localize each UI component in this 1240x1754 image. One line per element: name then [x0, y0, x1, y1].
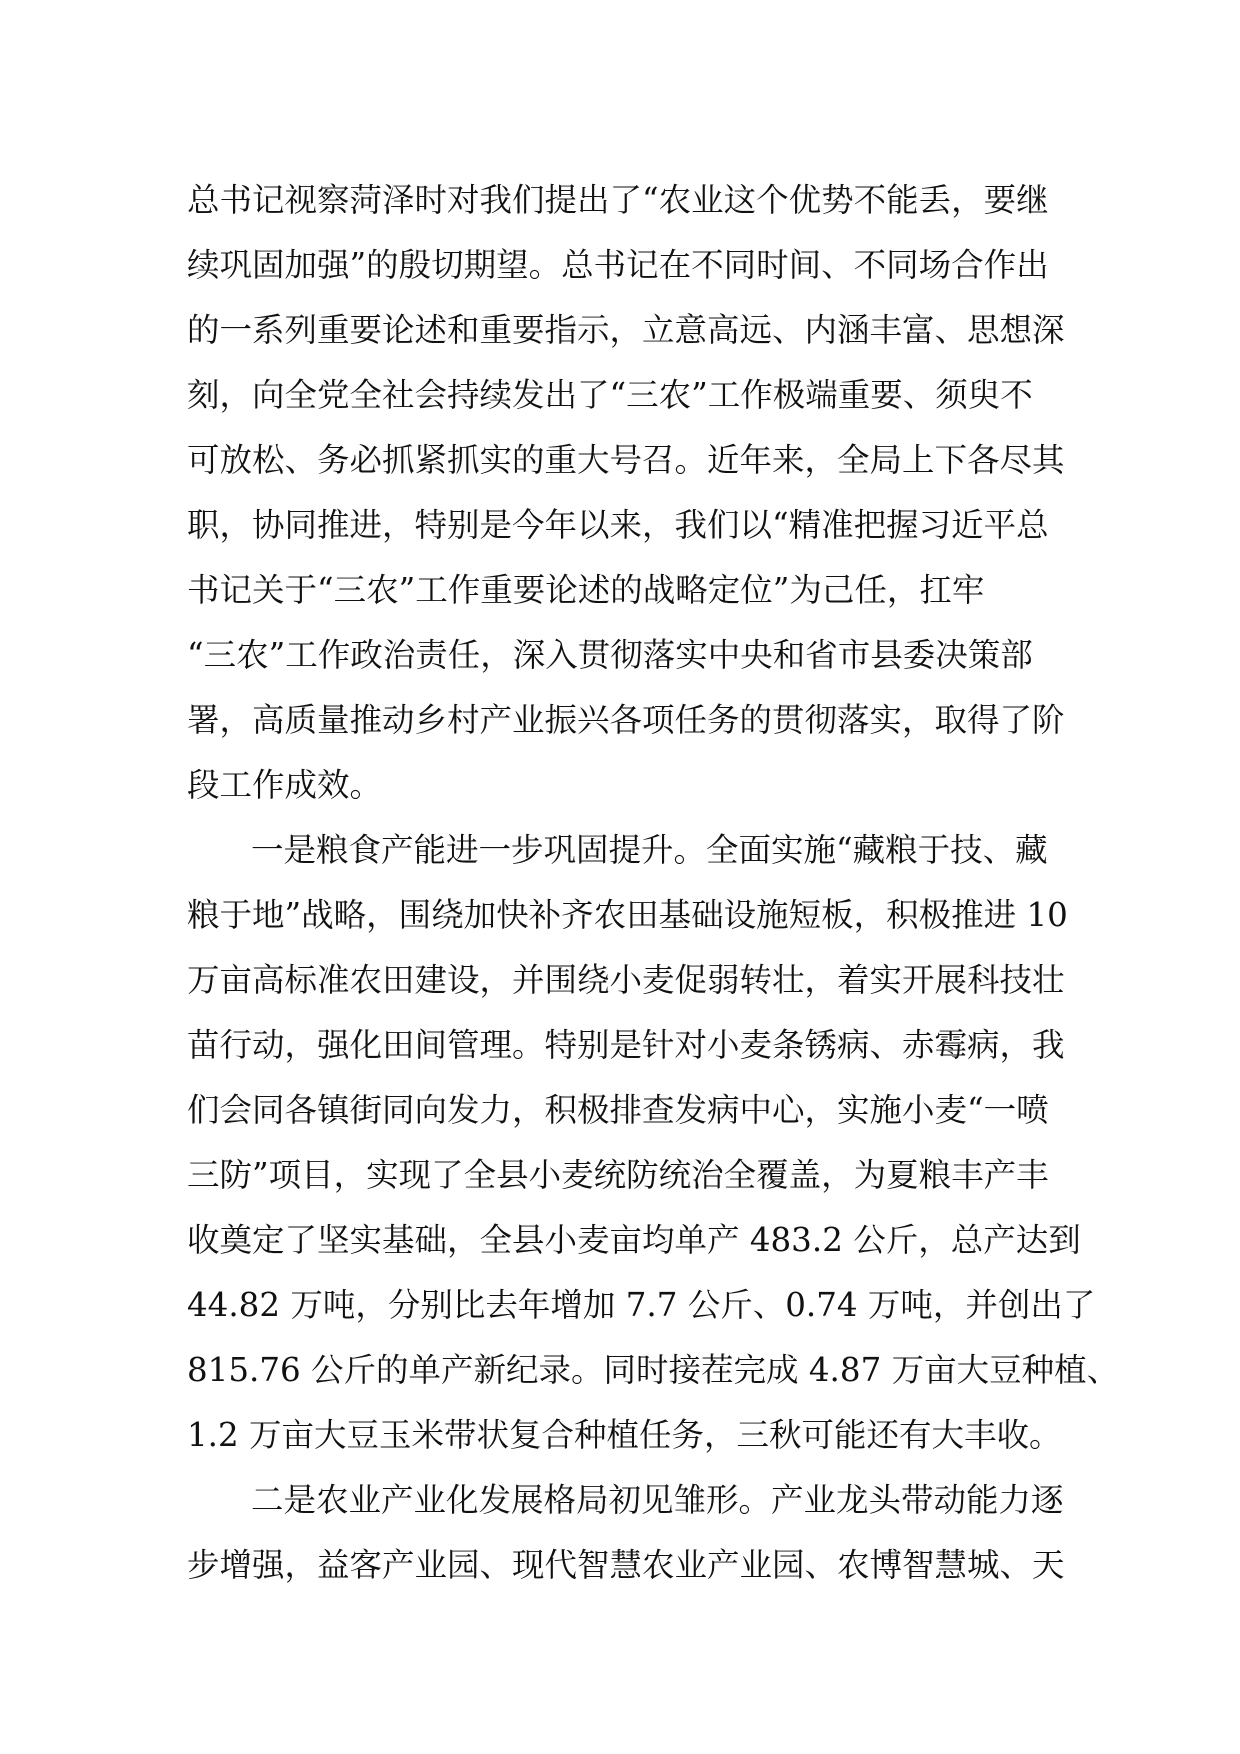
paragraph-1-line-5: 们会同各镇街同向发力，积极排查发病中心，实施小麦“一喷: [187, 1091, 1049, 1129]
paragraph-1-line-8: 44.82 万吨，分别比去年增加 7.7 公斤、0.74 万吨，并创出了: [187, 1286, 1096, 1324]
text-line-4: 刻，向全党全社会持续发出了“三农”工作极端重要、须臾不: [187, 376, 1033, 414]
paragraph-1-line-4: 苗行动，强化田间管理。特别是针对小麦条锈病、赤霉病，我: [187, 1026, 1065, 1064]
text-line-10: 段工作成效。: [187, 766, 383, 804]
text-line-5: 可放松、务必抓紧抓实的重大号召。近年来，全局上下各尽其: [187, 441, 1065, 479]
paragraph-1-line-10: 1.2 万亩大豆玉米带状复合种植任务，三秋可能还有大丰收。: [187, 1416, 1062, 1454]
text-line-3: 的一系列重要论述和重要指示，立意高远、内涵丰富、思想深: [187, 311, 1065, 349]
paragraph-1-line-3: 万亩高标准农田建设，并围绕小麦促弱转壮，着实开展科技壮: [187, 961, 1065, 999]
paragraph-1-line-1: 一是粮食产能进一步巩固提升。全面实施“藏粮于技、藏: [251, 831, 1048, 869]
text-line-7: 书记关于“三农”工作重要论述的战略定位”为己任，扛牢: [187, 571, 985, 609]
text-line-2: 续巩固加强”的殷切期望。总书记在不同时间、不同场合作出: [187, 246, 1049, 284]
document-body: [187, 168, 1120, 1598]
text-line-9: 署，高质量推动乡村产业振兴各项任务的贯彻落实，取得了阶: [187, 701, 1065, 739]
text-line-8: “三农”工作政治责任，深入贯彻落实中央和省市县委决策部: [187, 636, 1033, 674]
paragraph-1-line-9: 815.76 公斤的单产新纪录。同时接茬完成 4.87 万亩大豆种植、: [187, 1351, 1120, 1389]
text-line-6: 职，协同推进，特别是今年以来，我们以“精准把握习近平总: [187, 506, 1049, 544]
paragraph-1-line-7: 收奠定了坚实基础，全县小麦亩均单产 483.2 公斤，总产达到: [187, 1221, 1081, 1259]
paragraph-1-line-6: 三防”项目，实现了全县小麦统防统治全覆盖，为夏粮丰产丰: [187, 1156, 1049, 1194]
text-line-1: 总书记视察菏泽时对我们提出了“农业这个优势不能丢，要继: [187, 181, 1049, 219]
paragraph-2-line-2: 步增强，益客产业园、现代智慧农业产业园、农博智慧城、天: [187, 1546, 1065, 1584]
paragraph-2-line-1: 二是农业产业化发展格局初见雏形。产业龙头带动能力逐: [251, 1481, 1064, 1519]
paragraph-1-line-2: 粮于地”战略，围绕加快补齐农田基础设施短板，积极推进 10: [187, 896, 1068, 934]
